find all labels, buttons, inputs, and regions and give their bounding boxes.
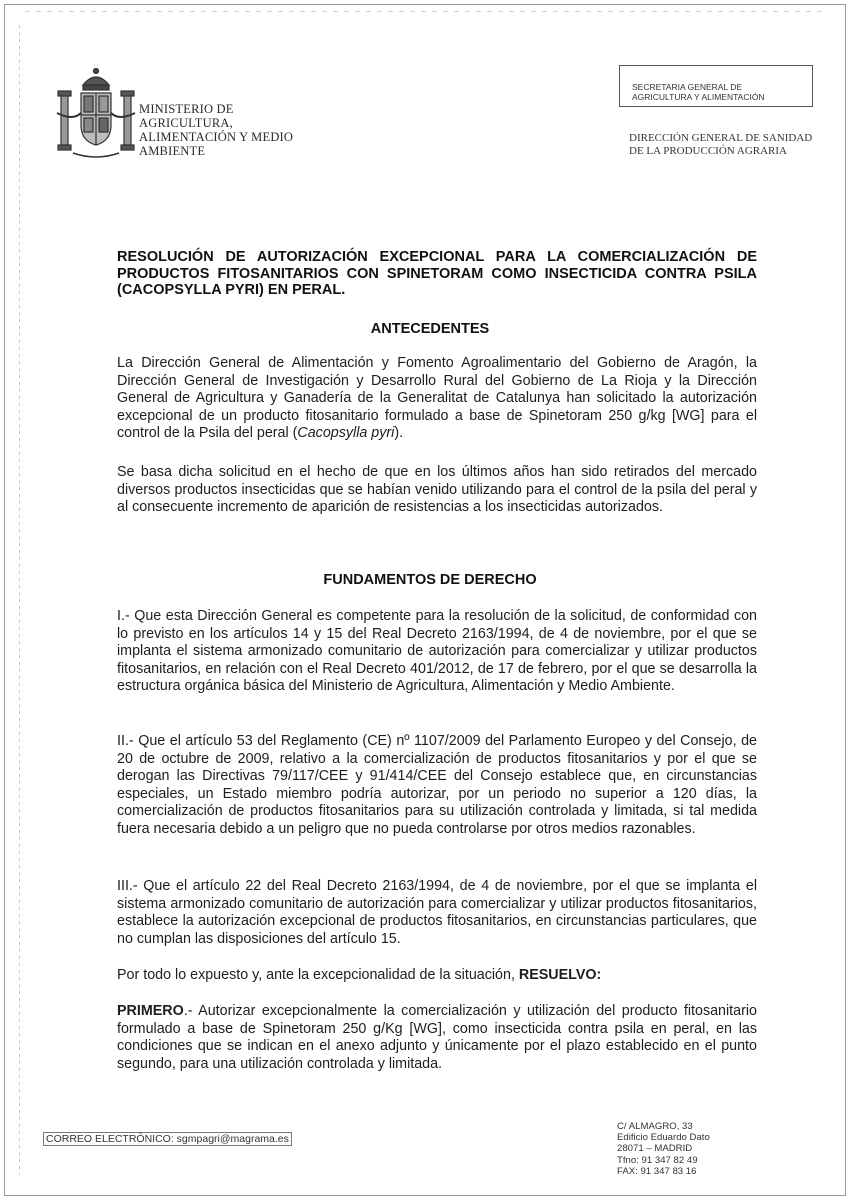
coat-of-arms-icon <box>53 65 139 163</box>
footer-email: CORREO ELECTRÓNICO: sgmpagri@magrama.es <box>43 1132 292 1146</box>
address-line: FAX: 91 347 83 16 <box>617 1165 697 1177</box>
document-page <box>4 4 846 1196</box>
address-line: 28071 – MADRID <box>617 1143 693 1155</box>
primero-paragraph <box>117 1003 757 1073</box>
fundamento-1: I.- Que esta Dirección General es competente para la resolución de la solicitud, de conformidad con lo previsto en los artículos 14 y 15 del Real Decreto 2163/1994, de 4 de noviembre, por el que se implanta el sistema armonizado comunitario de autorización para comercializar y utilizar productos fitosanitarios, en relación con el Real Decreto 401/2012, de 17 de febrero, por el que se desarrolla la estructura orgánica básica del Ministerio de Agricultura, Alimentación y Medio Ambiente. <box>117 608 757 695</box>
fundamento-3: III.- Que el artículo 22 del Real Decreto 2163/1994, de 4 de noviembre, por el que se implanta el sistema armonizado comunitario de autorización para comercializar y utilizar productos fitosanitarios, establece la autorización excepcional de productos fitosanitarios, en circunstancias particulares, que no cumplan las disposiciones del artículo 15. <box>117 878 757 947</box>
ministry-line: AGRICULTURA, <box>139 116 233 130</box>
ministry-line: AMBIENTE <box>139 144 206 158</box>
resuelvo-label: RESUELVO: <box>518 967 602 983</box>
resolution-title: RESOLUCIÓN DE AUTORIZACIÓN EXCEPCIONAL PARA LA COMERCIALIZACIÓN DE PRODUCTOS FITOSANITARIOS CON SPINETORAM COMO INSECTICIDA CONTRA PSILA (CACOPSYLLA PYRI) EN PERAL. <box>117 249 757 298</box>
ministry-line: MINISTERIO DE <box>139 102 234 116</box>
secretaria-line: SECRETARIA GENERAL DE <box>632 82 743 92</box>
fundamentos-heading: FUNDAMENTOS DE DERECHO <box>323 572 537 588</box>
direccion-line: DIRECCIÓN GENERAL DE SANIDAD <box>629 132 813 144</box>
scan-edge-top <box>25 11 825 12</box>
direccion-general <box>629 132 812 158</box>
resuelvo-paragraph <box>117 967 757 985</box>
address-line: C/ ALMAGRO, 33 <box>617 1121 693 1132</box>
fundamento-2: II.- Que el artículo 53 del Reglamento (CE) nº 1107/2009 del Parlamento Europeo y del Consejo, de 20 de octubre de 2009, relativo a la comercialización de productos fitosanitarios y por el que se derogan las Directivas 79/117/CEE y 91/414/CEE del Consejo establece que, en circunstancias especiales, un Estado miembro podría autorizar, por un periodo no superior a 120 días, la comercialización de productos fitosanitarios para su utilización controlada y limitada, si tal medida fuera necesaria debido a un peligro que no pueda controlarse por otros medios razonables. <box>117 733 757 837</box>
footer-address <box>617 1121 710 1177</box>
species-name: Cacopsylla pyri <box>297 425 395 442</box>
antecedentes-paragraph-1 <box>117 355 757 443</box>
address-line: Tfno: 91 347 82 49 <box>617 1154 698 1166</box>
text: La Dirección General de Alimentación y Fomento Agroalimentario del Gobierno de Aragón, la Dirección General de Investigación y Desarrollo Rural del Gobierno de La Rioja y la Dirección General de Agricultura y Ganadería de la Generalitat de Catalunya han solicitado la autorización excepcional de un producto fitosanitario formulado a base de Spinetoram 250 g/kg [WG] para el control de la Psila del peral ( <box>117 355 757 442</box>
primero-label: PRIMERO <box>117 1003 184 1019</box>
direccion-line: DE LA PRODUCCIÓN AGRARIA <box>629 145 787 157</box>
ministry-line: ALIMENTACIÓN Y MEDIO <box>139 130 294 144</box>
ministry-name <box>139 102 293 158</box>
secretaria-general-box <box>619 65 813 107</box>
text: .- Autorizar excepcionalmente la comercialización y utilización del producto fitosanitario formulado a base de Spinetoram 250 g/Kg [WG], como insecticida contra psila en peral, en las condiciones que se indican en el anexo adjunto y únicamente por el plazo establecido en el punto segundo, para una utilización controlada y limitada. <box>117 1003 757 1072</box>
text: ). <box>394 425 404 442</box>
secretaria-line: AGRICULTURA Y ALIMENTACIÓN <box>632 92 765 102</box>
address-line: Edificio Eduardo Dato <box>617 1132 710 1144</box>
antecedentes-paragraph-2: Se basa dicha solicitud en el hecho de que en los últimos años han sido retirados del mercado diversos productos insecticidas que se habían venido utilizando para el control de la psila del peral y al consecuente incremento de aparición de resistencias a los insecticidas autorizados. <box>117 464 757 516</box>
scan-edge-left <box>19 25 20 1175</box>
text: Por todo lo expuesto y, ante la excepcionalidad de la situación, <box>117 967 519 983</box>
antecedentes-heading: ANTECEDENTES <box>370 321 490 337</box>
